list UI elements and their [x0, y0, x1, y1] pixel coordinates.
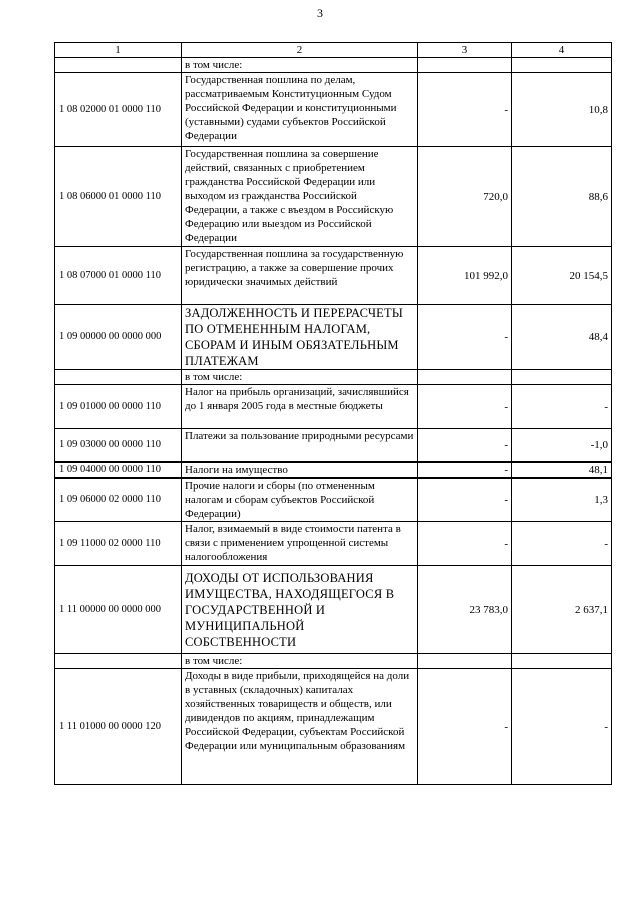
budget-code-cell: 1 09 04000 00 0000 110: [55, 462, 182, 478]
amount-col4-cell: 48,4: [512, 305, 612, 370]
description-cell: в том числе:: [182, 654, 418, 669]
budget-code-cell: [55, 370, 182, 385]
table-row: [55, 478, 612, 522]
page-number: 3: [317, 6, 323, 20]
table-row: [55, 73, 612, 147]
description-cell: в том числе:: [182, 58, 418, 73]
amount-col4-cell: 1,3: [512, 478, 612, 522]
amount-col4-cell: 88,6: [512, 147, 612, 247]
description-cell: Государственная пошлина за совершение действий, связанных с приобретением гражданства Российской Федерации или выходом из гражданства Российской Федерации, а также с въездом в Российскую Федерацию или выездом из Российской Федерации: [182, 147, 418, 247]
description-cell: Налоги на имущество: [182, 462, 418, 478]
amount-col4-cell: -: [512, 385, 612, 429]
amount-col4-cell: [512, 370, 612, 385]
description-cell: Государственная пошлина за государственную регистрацию, а также за совершение прочих юридически значимых действий: [182, 247, 418, 305]
description-cell: Налог, взимаемый в виде стоимости патента в связи с применением упрощенной системы налогообложения: [182, 522, 418, 566]
revenue-table: [54, 42, 612, 785]
description-cell: Прочие налоги и сборы (по отмененным налогам и сборам субъектов Российской Федерации): [182, 478, 418, 522]
column-header: 1: [55, 43, 182, 58]
description-cell: Государственная пошлина по делам, рассматриваемым Конституционным Судом Российской Федерации и конституционными (уставными) судами субъектов Российской Федерации: [182, 73, 418, 147]
budget-code-cell: 1 08 07000 01 0000 110: [55, 247, 182, 305]
amount-col3-cell: 101 992,0: [418, 247, 512, 305]
column-header: 4: [512, 43, 612, 58]
amount-col4-cell: -: [512, 522, 612, 566]
budget-code-cell: 1 09 11000 02 0000 110: [55, 522, 182, 566]
description-cell: Платежи за пользование природными ресурсами: [182, 429, 418, 462]
amount-col3-cell: -: [418, 669, 512, 785]
budget-code-cell: 1 08 06000 01 0000 110: [55, 147, 182, 247]
amount-col4-cell: [512, 654, 612, 669]
table-row: [55, 462, 612, 478]
table-row: [55, 147, 612, 247]
amount-col4-cell: [512, 58, 612, 73]
table-row: [55, 566, 612, 654]
table-row: [55, 522, 612, 566]
amount-col4-cell: 2 637,1: [512, 566, 612, 654]
column-header-row: [55, 43, 612, 58]
amount-col4-cell: 48,1: [512, 462, 612, 478]
description-cell: Доходы в виде прибыли, приходящейся на доли в уставных (складочных) капиталах хозяйственных товариществ и обществ, или дивидендов по акциям, принадлежащим Российской Федерации, субъектам Российской Федерации или муниципальным образованиям: [182, 669, 418, 785]
amount-col3-cell: -: [418, 73, 512, 147]
amount-col3-cell: [418, 370, 512, 385]
amount-col3-cell: -: [418, 478, 512, 522]
column-header: 3: [418, 43, 512, 58]
subheader-row: [55, 370, 612, 385]
amount-col4-cell: -: [512, 669, 612, 785]
budget-code-cell: 1 09 03000 00 0000 110: [55, 429, 182, 462]
table-row: [55, 669, 612, 785]
table-row: [55, 305, 612, 370]
subheader-row: [55, 654, 612, 669]
budget-code-cell: [55, 58, 182, 73]
description-cell: ДОХОДЫ ОТ ИСПОЛЬЗОВАНИЯ ИМУЩЕСТВА, НАХОДЯЩЕГОСЯ В ГОСУДАРСТВЕННОЙ И МУНИЦИПАЛЬНОЙ СОБСТВЕННОСТИ: [182, 566, 418, 654]
budget-code-cell: 1 08 02000 01 0000 110: [55, 73, 182, 147]
amount-col3-cell: -: [418, 462, 512, 478]
amount-col3-cell: 720,0: [418, 147, 512, 247]
description-cell: в том числе:: [182, 370, 418, 385]
amount-col3-cell: -: [418, 385, 512, 429]
table-row: [55, 385, 612, 429]
amount-col3-cell: -: [418, 429, 512, 462]
amount-col4-cell: 20 154,5: [512, 247, 612, 305]
amount-col4-cell: -1,0: [512, 429, 612, 462]
column-header: 2: [182, 43, 418, 58]
table-row: [55, 247, 612, 305]
subheader-row: [55, 58, 612, 73]
amount-col3-cell: -: [418, 522, 512, 566]
amount-col3-cell: 23 783,0: [418, 566, 512, 654]
amount-col3-cell: [418, 654, 512, 669]
description-cell: Налог на прибыль организаций, зачислявшийся до 1 января 2005 года в местные бюджеты: [182, 385, 418, 429]
description-cell: ЗАДОЛЖЕННОСТЬ И ПЕРЕРАСЧЕТЫ ПО ОТМЕНЕННЫМ НАЛОГАМ, СБОРАМ И ИНЫМ ОБЯЗАТЕЛЬНЫМ ПЛАТЕЖАМ: [182, 305, 418, 370]
budget-code-cell: [55, 654, 182, 669]
amount-col4-cell: 10,8: [512, 73, 612, 147]
budget-code-cell: 1 11 01000 00 0000 120: [55, 669, 182, 785]
amount-col3-cell: -: [418, 305, 512, 370]
table-row: [55, 429, 612, 462]
amount-col3-cell: [418, 58, 512, 73]
budget-code-cell: 1 11 00000 00 0000 000: [55, 566, 182, 654]
budget-code-cell: 1 09 01000 00 0000 110: [55, 385, 182, 429]
budget-code-cell: 1 09 06000 02 0000 110: [55, 478, 182, 522]
budget-code-cell: 1 09 00000 00 0000 000: [55, 305, 182, 370]
